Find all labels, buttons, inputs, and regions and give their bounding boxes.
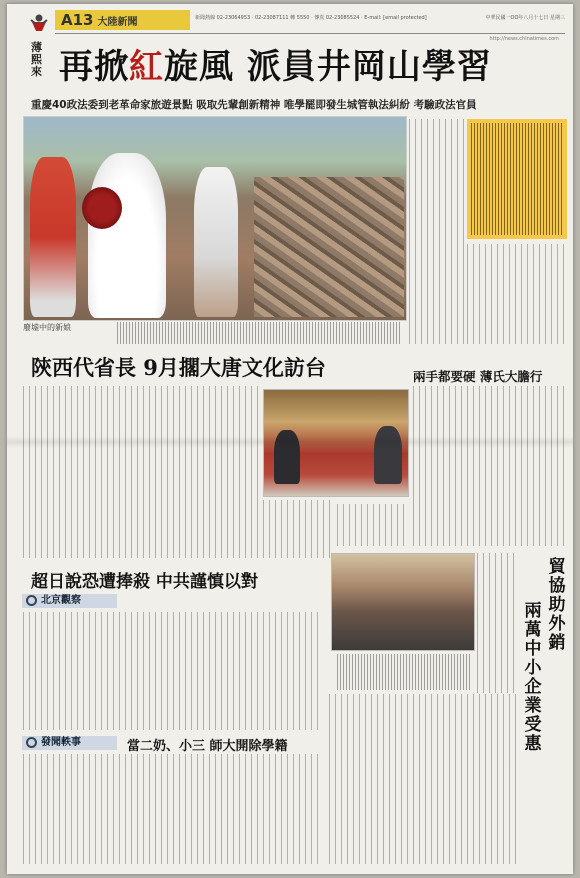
photo-figure-left — [30, 157, 76, 317]
photo-figure-right — [194, 167, 238, 317]
column-label-beijing — [22, 594, 117, 608]
masthead-rule — [55, 33, 565, 34]
lead-body-text — [409, 119, 464, 344]
story3-body-text — [23, 612, 323, 730]
section-name: 大陸新聞 — [97, 17, 138, 28]
side-story-body-text — [413, 386, 568, 546]
photo3-caption — [337, 654, 472, 690]
eye-icon — [26, 595, 37, 606]
headline-kicker: 薄熙來 — [31, 41, 42, 78]
photo-bouquet — [82, 187, 122, 229]
newspaper-page — [7, 4, 573, 874]
story5-title-2: 兩萬中小企業受惠 — [524, 601, 542, 754]
sidebar-text — [471, 123, 563, 235]
story2-body-text-2 — [263, 500, 333, 558]
story5-body-text — [329, 694, 519, 864]
headline-part-2: 旋風 派員井岡山學習 — [164, 47, 492, 87]
story2-side-headline: 兩手都要硬 薄氏大膽行 — [413, 369, 543, 384]
lead-headline — [59, 39, 492, 88]
lead-sidebar-box — [467, 119, 567, 239]
trade-fair-photo — [331, 553, 475, 651]
story2-headline: 陝西代省長 9月擱大唐文化訪台 — [31, 355, 326, 380]
page-number: A13 — [61, 11, 94, 29]
column-label-text-2: 發聞軼事 — [41, 737, 81, 748]
lead-subheadline: 重慶40政法委到老革命家旅遊景點 吸取先輩創新精神 唯學罷即發生城管執法糾紛 考驗政法官員 — [31, 99, 477, 111]
issue-date: 中華民國一OO年八月十七日 星期三 — [485, 15, 565, 21]
headline-part-1: 再掀 — [59, 47, 129, 87]
photo1-caption-text — [117, 322, 402, 344]
story4-body-text — [23, 754, 323, 864]
photo1-caption-title: 廢墟中的新娘 — [23, 323, 71, 332]
website-url: http://news.chinatimes.com — [489, 36, 559, 42]
photo-rubble — [254, 177, 404, 317]
story5-title-1: 貿協助外銷 — [548, 557, 566, 653]
photo-figure-bride — [88, 153, 166, 318]
lead-body-text-2 — [467, 244, 567, 344]
headline-red-char: 紅 — [129, 47, 164, 87]
column-label-news — [22, 736, 117, 750]
story2-body-text — [23, 386, 259, 558]
page-section-label — [55, 10, 190, 30]
story4-headline: 當二奶、小三 師大開除學籍 — [127, 739, 288, 754]
photo-official-right — [374, 426, 402, 484]
story5-body-text-2 — [477, 553, 519, 693]
column-label-text: 北京觀察 — [41, 595, 81, 606]
contact-line: 新聞熱線 02-23064953 · 02-23087111 轉 5550 · 傳真 02-23085524 · E-mail: [email protected] — [195, 15, 427, 21]
paper-fold-shadow — [7, 436, 573, 448]
bride-ruins-photo — [23, 116, 407, 321]
paper-logo-icon — [29, 12, 49, 32]
news-icon — [26, 737, 37, 748]
photo2-caption — [337, 504, 409, 546]
story3-headline: 超日說恐遭捧殺 中共謹慎以對 — [31, 572, 258, 592]
